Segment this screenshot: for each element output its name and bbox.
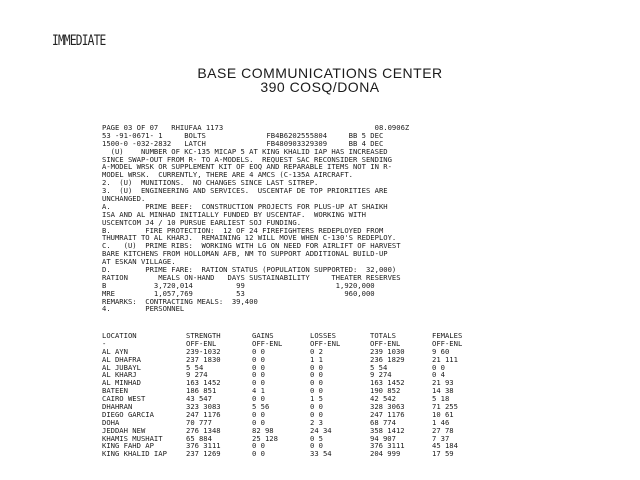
table-cell: AL DHAFRA bbox=[102, 355, 141, 364]
table-cell: 70 777 bbox=[186, 418, 212, 427]
table-cell: 0 0 bbox=[252, 363, 265, 372]
table-cell: OFF-ENL bbox=[370, 339, 401, 348]
table-cell: 323 3083 bbox=[186, 403, 221, 411]
message-line: D. PRIME FARE: RATION STATUS (POPULATION SUPPORTED: 32,000) bbox=[102, 266, 397, 274]
table-row bbox=[102, 364, 640, 372]
message-line: C. (U) PRIME RIBS: WORKING WITH LG ON NEED FOR AIRLIFT OF HARVEST bbox=[102, 242, 401, 251]
message-line: MRE 1,057,769 53 960,000 bbox=[102, 289, 375, 298]
message-line: B. FIRE PROTECTION: 12 OF 24 FIREFIGHTERS REDEPLOYED FROM bbox=[102, 226, 384, 235]
table-cell: AL AYN bbox=[102, 347, 128, 356]
table-cell: 0 0 bbox=[310, 442, 323, 451]
table-cell: OFF-ENL bbox=[310, 339, 341, 348]
table-cell: DIEGO GARCIA bbox=[102, 410, 154, 419]
table-cell: KHAMIS MUSHAIT bbox=[102, 434, 163, 443]
table-cell: 43 547 bbox=[186, 395, 212, 404]
table-cell: 5 56 bbox=[252, 403, 270, 411]
table-cell: 276 1348 bbox=[186, 426, 221, 435]
table-cell: KING FAHD AP bbox=[102, 442, 154, 451]
table-row bbox=[102, 403, 640, 411]
message-line: MODEL WRSK. CURRENTLY, THERE ARE 4 AMCS (C-135A AIRCRAFT. bbox=[102, 171, 353, 180]
table-cell: GAINS bbox=[252, 332, 274, 340]
table-row bbox=[102, 435, 640, 443]
table-cell: 0 0 bbox=[252, 410, 265, 419]
table-cell: 190 852 bbox=[370, 387, 401, 396]
table-cell: OFF-ENL bbox=[252, 339, 283, 348]
table-cell: 21 93 bbox=[432, 379, 454, 388]
table-cell: 0 0 bbox=[252, 371, 265, 380]
table-row bbox=[102, 395, 640, 403]
header-subtitle: 390 COSQ/DONA bbox=[260, 79, 380, 95]
message-line: 4. PERSONNEL bbox=[102, 305, 185, 314]
table-cell: AL MINHAD bbox=[102, 379, 141, 388]
table-cell: 0 4 bbox=[432, 371, 445, 380]
message-line: UNCHANGED. bbox=[102, 195, 146, 203]
table-cell: 0 5 bbox=[310, 434, 323, 443]
message-body bbox=[102, 124, 622, 313]
table-cell: 247 1176 bbox=[186, 410, 221, 419]
table-cell: OFF-ENL bbox=[186, 339, 217, 348]
message-line: THUMRAIT TO AL KHARJ. REMAINING 12 WILL MOVE WHEN C-130'S REDEPLOY. bbox=[102, 234, 397, 243]
message-line: B 3,720,014 99 1,920,000 bbox=[102, 281, 375, 290]
message-line: (U) NUMBER OF KC-135 MICAP 5 AT KING KHALID IAP HAS INCREASED bbox=[102, 147, 388, 156]
table-cell: 236 1829 bbox=[370, 355, 405, 364]
table-cell: DHAHRAN bbox=[102, 403, 133, 411]
table-cell: LOSSES bbox=[310, 332, 336, 340]
table-cell: 24 34 bbox=[310, 426, 332, 435]
table-cell: 27 78 bbox=[432, 426, 454, 435]
table-cell: - bbox=[102, 339, 107, 348]
table-row bbox=[102, 427, 640, 435]
table-cell: 0 0 bbox=[252, 347, 265, 356]
table-cell: 1 46 bbox=[432, 418, 450, 427]
message-line: RATION MEALS ON-HAND DAYS SUSTAINABILITY THEATER RESERVES bbox=[102, 273, 401, 282]
table-cell: 163 1452 bbox=[370, 379, 405, 388]
table-row bbox=[102, 371, 640, 379]
table-cell: 328 3063 bbox=[370, 403, 405, 411]
table-cell: 10 61 bbox=[432, 410, 454, 419]
table-cell: 0 0 bbox=[310, 387, 323, 396]
message-line: 2. (U) MUNITIONS. NO CHANGES SINCE LAST SITREP. bbox=[102, 179, 319, 188]
message-line: SINCE SWAP-OUT FROM R- TO A-MODELS. REQUEST SAC RECONSIDER SENDING bbox=[102, 155, 392, 164]
table-row bbox=[102, 442, 640, 450]
table-cell: 71 255 bbox=[432, 403, 458, 411]
table-cell: BATEEN bbox=[102, 387, 128, 396]
table-cell: 45 184 bbox=[432, 442, 458, 451]
table-cell: OFF-ENL bbox=[432, 339, 463, 348]
table-cell: 5 18 bbox=[432, 395, 450, 404]
table-cell: 0 0 bbox=[310, 371, 323, 380]
table-row bbox=[102, 419, 640, 427]
table-cell: 9 274 bbox=[186, 371, 208, 380]
table-cell: JEDDAH NEW bbox=[102, 426, 146, 435]
table-cell: 186 851 bbox=[186, 387, 217, 396]
table-cell: 94 907 bbox=[370, 434, 396, 443]
header-title: BASE COMMUNICATIONS CENTER bbox=[197, 65, 443, 81]
message-line: ISA AND AL MINHAD INITIALLY FUNDED BY USCENTAF. WORKING WITH bbox=[102, 210, 366, 219]
table-cell: 358 1412 bbox=[370, 426, 405, 435]
table-row bbox=[102, 450, 640, 458]
table-cell: CAIRO WEST bbox=[102, 395, 146, 404]
precedence-stamp: IMMEDIATE bbox=[52, 33, 106, 49]
table-cell: 1 1 bbox=[310, 355, 323, 364]
table-cell: AL KHARJ bbox=[102, 371, 137, 380]
table-cell: 376 3111 bbox=[370, 442, 405, 451]
message-line: PAGE 03 OF 07 RHIUFAA 1173 08.0906Z bbox=[102, 124, 410, 132]
message-line: 1500-0 -032-2832 LATCH FB480903329309 BB 4 DEC bbox=[102, 139, 384, 148]
table-cell: 237 1830 bbox=[186, 355, 221, 364]
message-line: REMARKS: CONTRACTING MEALS: 39,400 bbox=[102, 297, 258, 306]
table-cell: 0 0 bbox=[310, 379, 323, 388]
table-cell: 239 1030 bbox=[370, 347, 405, 356]
table-cell: 65 884 bbox=[186, 434, 212, 443]
table-cell: 239-1032 bbox=[186, 347, 221, 356]
table-header-row bbox=[102, 332, 640, 340]
table-row bbox=[102, 411, 640, 419]
table-cell: 0 0 bbox=[252, 442, 265, 451]
table-cell: 2 3 bbox=[310, 418, 323, 427]
table-row bbox=[102, 348, 640, 356]
table-cell: 0 0 bbox=[310, 410, 323, 419]
table-cell: 42 542 bbox=[370, 395, 396, 404]
message-line: USCENTCOM J4 / 10 PURSUE EARLIEST SOJ FUNDING. bbox=[102, 218, 302, 227]
table-cell: 33 54 bbox=[310, 450, 332, 459]
table-cell: 0 0 bbox=[252, 418, 265, 427]
table-cell: 17 59 bbox=[432, 450, 454, 459]
table-cell: FEMALES bbox=[432, 332, 463, 340]
message-line: BARE KITCHENS FROM HOLLOMAN AFB, NM TO SUPPORT ADDITIONAL BUILD-UP bbox=[102, 250, 388, 259]
message-line: 3. (U) ENGINEERING AND SERVICES. USCENTAF DE TOP PRIORITIES ARE bbox=[102, 187, 388, 196]
message-line: A-MODEL WRSK OR SUPPLEMENT KIT OF EOQ AND REPARABLE ITEMS NOT IN R- bbox=[102, 163, 392, 172]
table-cell: 0 0 bbox=[252, 450, 265, 459]
table-cell: STRENGTH bbox=[186, 332, 221, 340]
table-row bbox=[102, 356, 640, 364]
table-cell: 82 98 bbox=[252, 426, 274, 435]
table-cell: 376 3111 bbox=[186, 442, 221, 451]
table-cell: 237 1269 bbox=[186, 450, 221, 459]
table-cell: 5 54 bbox=[186, 363, 204, 372]
table-cell: 0 0 bbox=[432, 363, 445, 372]
table-cell: KING KHALID IAP bbox=[102, 450, 167, 459]
message-line: A. PRIME BEEF: CONSTRUCTION PROJECTS FOR PLUS-UP AT SHAIKH bbox=[102, 202, 388, 211]
table-cell: TOTALS bbox=[370, 332, 396, 340]
table-cell: 247 1176 bbox=[370, 410, 405, 419]
table-cell: 14 38 bbox=[432, 387, 454, 396]
table-cell: 0 0 bbox=[310, 403, 323, 411]
table-cell: 25 128 bbox=[252, 434, 278, 443]
message-line: 53 -91-0671- 1 BOLTS FB4B6202555804 BB 5 DEC bbox=[102, 131, 384, 140]
table-cell: 9 274 bbox=[370, 371, 392, 380]
message-line: AT ESKAN VILLAGE. bbox=[102, 258, 176, 267]
table-cell: 163 1452 bbox=[186, 379, 221, 388]
table-cell: DOHA bbox=[102, 418, 120, 427]
table-cell: 0 0 bbox=[252, 395, 265, 404]
table-cell: 0 0 bbox=[310, 363, 323, 372]
table-cell: 9 60 bbox=[432, 347, 450, 356]
table-cell: 0 2 bbox=[310, 347, 323, 356]
table-cell: 1 5 bbox=[310, 395, 323, 404]
table-cell: 0 0 bbox=[252, 379, 265, 388]
table-cell: LOCATION bbox=[102, 332, 137, 340]
table-cell: 68 774 bbox=[370, 418, 396, 427]
table-header-row bbox=[102, 340, 640, 348]
table-cell: 0 0 bbox=[252, 355, 265, 364]
personnel-table bbox=[102, 332, 640, 458]
table-cell: 21 111 bbox=[432, 355, 458, 364]
table-row bbox=[102, 387, 640, 395]
table-cell: AL JUBAYL bbox=[102, 363, 141, 372]
table-row bbox=[102, 379, 640, 387]
table-cell: 4 1 bbox=[252, 387, 265, 396]
table-cell: 7 37 bbox=[432, 434, 450, 443]
table-cell: 204 999 bbox=[370, 450, 401, 459]
table-cell: 5 54 bbox=[370, 363, 388, 372]
